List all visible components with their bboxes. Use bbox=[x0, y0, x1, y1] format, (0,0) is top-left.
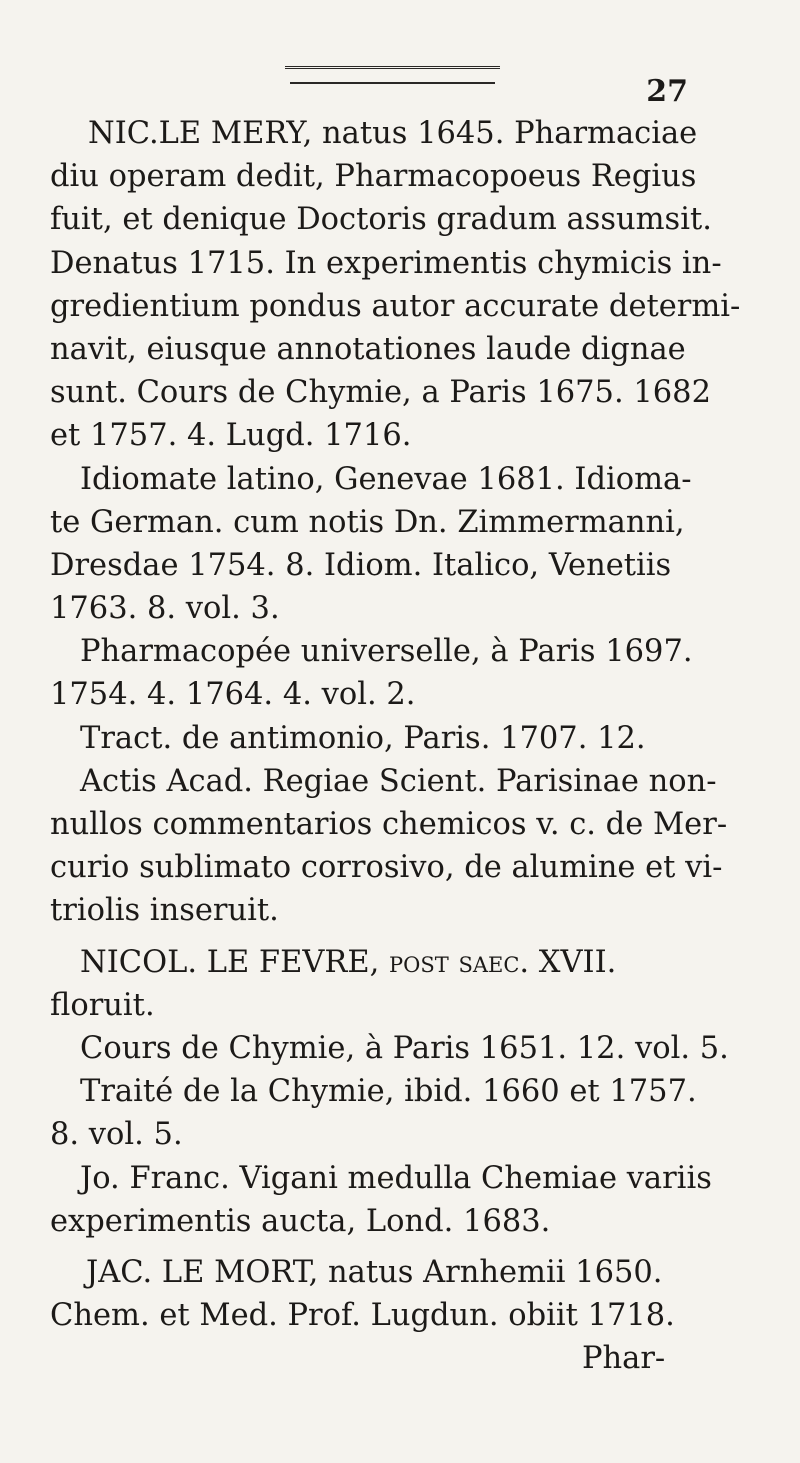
text-line: Tract. de antimonio, Paris. 1707. 12. bbox=[80, 720, 646, 756]
text-line: Chem. et Med. Prof. Lugdun. obiit 1718. bbox=[50, 1298, 675, 1334]
text-line: te German. cum notis Dn. Zimmermanni, bbox=[50, 504, 685, 540]
text-line: 1763. 8. vol. 3. bbox=[50, 591, 280, 627]
text-line: NICOL. LE FEVRE, post saec. XVII. bbox=[80, 944, 617, 980]
text-line: et 1757. 4. Lugd. 1716. bbox=[50, 418, 412, 454]
text-line: 1754. 4. 1764. 4. vol. 2. bbox=[50, 677, 416, 713]
header-rule-lower bbox=[290, 82, 495, 84]
header-rule bbox=[285, 66, 500, 69]
text-line: Cours de Chymie, à Paris 1651. 12. vol. 5. bbox=[80, 1030, 729, 1066]
text-line: Traité de la Chymie, ibid. 1660 et 1757. bbox=[80, 1074, 697, 1110]
text-line: Dresdae 1754. 8. Idiom. Italico, Venetiis bbox=[50, 547, 672, 583]
text-line: diu operam dedit, Pharmacopoeus Regius bbox=[50, 159, 697, 195]
text-line: experimentis aucta, Lond. 1683. bbox=[50, 1203, 551, 1239]
text-line: Denatus 1715. In experimentis chymicis in- bbox=[50, 245, 722, 281]
text-line: NIC.LE MERY, natus 1645. Pharmaciae bbox=[88, 116, 698, 151]
text-line: navit, eiusque annotationes laude dignae bbox=[50, 331, 686, 367]
text-line: 8. vol. 5. bbox=[50, 1117, 183, 1153]
text-line: triolis inseruit. bbox=[50, 893, 279, 929]
text-line: nullos commentarios chemicos v. c. de Mer- bbox=[50, 807, 728, 842]
body-text bbox=[50, 112, 770, 1380]
text-line: curio sublimato corrosivo, de alumine et vi- bbox=[50, 850, 723, 886]
paragraph-gap bbox=[50, 933, 770, 941]
text-line: floruit. bbox=[50, 987, 155, 1023]
text-line: Actis Acad. Regiae Scient. Parisinae non- bbox=[80, 763, 717, 799]
paragraph-gap bbox=[50, 1243, 770, 1251]
text-line: Jo. Franc. Vigani medulla Chemiae variis bbox=[80, 1160, 712, 1196]
text-line: JAC. LE MORT, natus Arnhemii 1650. bbox=[86, 1254, 663, 1290]
page-number: 27 bbox=[646, 74, 688, 109]
text-line: Idiomate latino, Genevae 1681. Idioma- bbox=[80, 461, 692, 497]
text-line: Phar- bbox=[582, 1341, 666, 1377]
text-line: Pharmacopée universelle, à Paris 1697. bbox=[80, 634, 693, 670]
text-line: fuit, et denique Doctoris gradum assumsit. bbox=[50, 202, 712, 238]
text-line: gredientium pondus autor accurate determi- bbox=[50, 288, 741, 324]
text-line: sunt. Cours de Chymie, a Paris 1675. 1682 bbox=[50, 375, 711, 411]
